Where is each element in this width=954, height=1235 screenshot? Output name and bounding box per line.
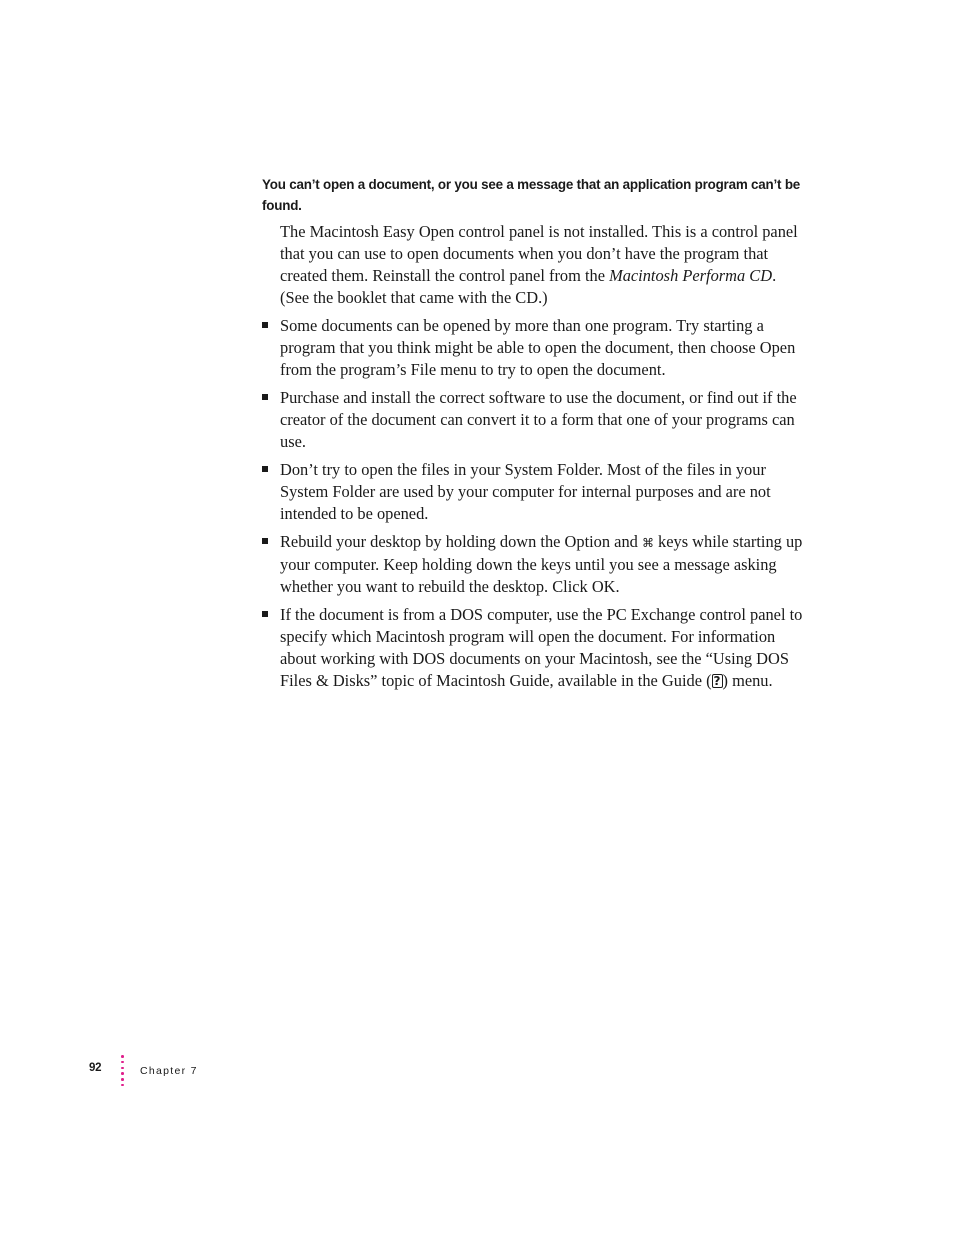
footer-dotted-rule (121, 1055, 124, 1093)
bullet-square-icon (262, 611, 268, 617)
bullet-square-icon (262, 322, 268, 328)
list-item-text: If the document is from a DOS computer, use the PC Exchange control panel to specify which Macintosh program will open the document. For information about working with DOS documents on your Macintosh, see the “Using DOS Files & Disks” topic of Macintosh Guide, available in the Guide ( (280, 605, 803, 690)
list-item-text: Purchase and install the correct software to use the document, or find out if the creator of the document can convert it to a form that one of your programs can use. (280, 388, 797, 451)
list-item (262, 387, 808, 453)
dot (121, 1067, 124, 1070)
intro-text: The Macintosh Easy Open control panel is not installed. This is a control panel that you can use to open documents when you don’t have the program that created them. Reinstall the control panel from the (280, 222, 798, 285)
list-item-text-end: keys while starting up your computer. Keep holding down the keys until you see a message asking whether you want to rebuild the desktop. Click OK. (280, 532, 803, 596)
bullet-square-icon (262, 466, 268, 472)
list-item (262, 531, 808, 598)
intro-text-end: . (See the booklet that came with the CD.) (280, 266, 777, 307)
dot (121, 1084, 124, 1087)
list-item (262, 315, 808, 381)
list-item (262, 604, 808, 692)
bullet-square-icon (262, 394, 268, 400)
section-heading: You can’t open a document, or you see a message that an application program can’t be found. (262, 177, 801, 213)
list-item-text: Don’t try to open the files in your System Folder. Most of the files in your System Folder are used by your computer for internal purposes and are not intended to be opened. (280, 460, 771, 523)
troubleshooting-list (262, 315, 808, 698)
dot (121, 1055, 124, 1058)
list-item-text: Rebuild your desktop by holding down the Option and (280, 532, 642, 551)
dot (121, 1072, 124, 1075)
intro-italic-title: Macintosh Performa CD (609, 266, 773, 285)
list-item (262, 459, 808, 525)
list-item-text-end: ) menu. (722, 671, 773, 690)
command-key-icon: ⌘ (641, 536, 654, 550)
list-item-text: Some documents can be opened by more than one program. Try starting a program that you think might be able to open the document, then choose Open from the program’s File menu to try to open the document. (280, 316, 796, 379)
intro-paragraph (280, 221, 808, 309)
dot (121, 1078, 124, 1081)
bullet-square-icon (262, 538, 268, 544)
guide-menu-icon: ? (713, 674, 721, 688)
dot (121, 1061, 124, 1064)
chapter-label: Chapter 7 (140, 1065, 198, 1077)
page-number: 92 (89, 1062, 102, 1074)
